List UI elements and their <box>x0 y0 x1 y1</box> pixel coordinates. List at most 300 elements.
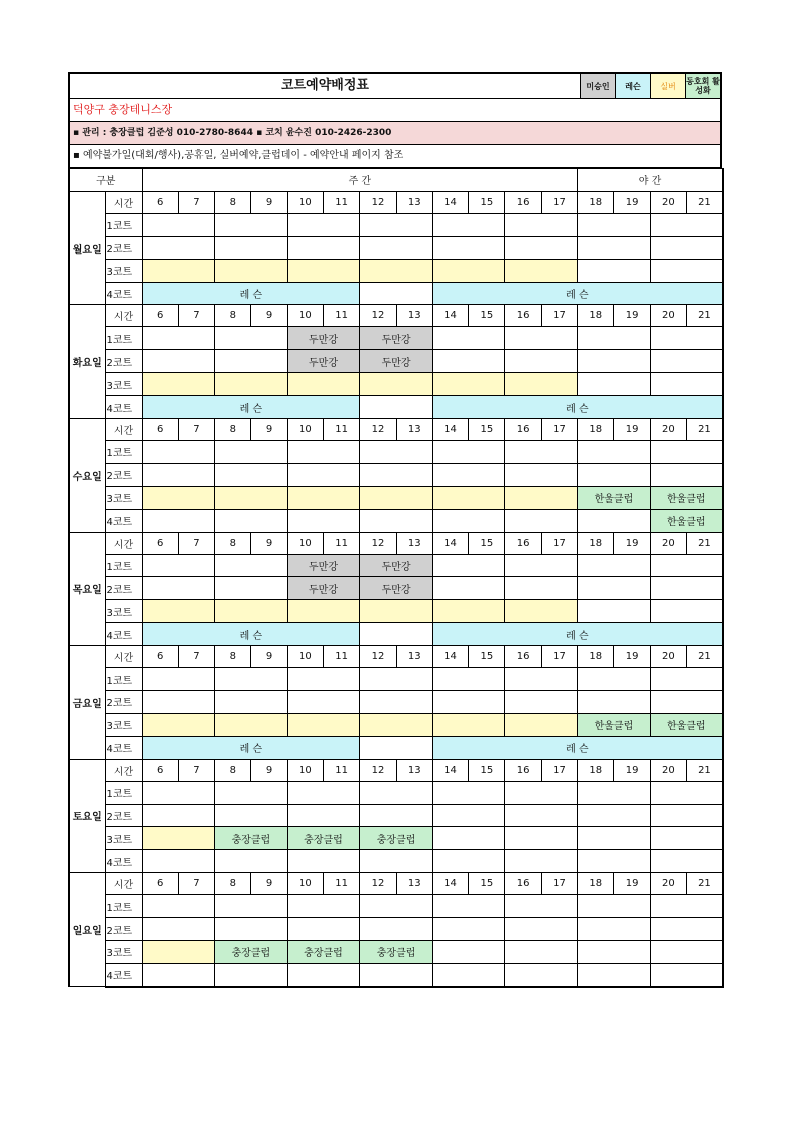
court-row <box>69 781 723 804</box>
empty-slot[interactable] <box>142 668 215 691</box>
hour-cell: 10 <box>287 419 323 441</box>
court-label: 1코트 <box>105 441 142 464</box>
court-label: 4코트 <box>105 736 142 759</box>
empty-slot[interactable] <box>360 781 433 804</box>
empty-slot[interactable] <box>215 554 288 577</box>
empty-slot[interactable] <box>360 600 433 623</box>
hour-cell: 14 <box>432 873 468 895</box>
hour-cell: 10 <box>287 646 323 668</box>
court-row <box>69 282 723 305</box>
empty-slot[interactable] <box>215 259 288 282</box>
hour-cell: 6 <box>142 532 178 554</box>
empty-slot[interactable] <box>360 259 433 282</box>
hour-cell: 12 <box>360 759 396 781</box>
empty-slot[interactable] <box>142 441 215 464</box>
booking-slot[interactable]: 레 슨 <box>432 623 722 646</box>
empty-slot[interactable] <box>578 668 651 691</box>
empty-slot[interactable] <box>287 213 360 236</box>
time-row <box>69 532 723 554</box>
empty-slot[interactable] <box>505 486 578 509</box>
booking-slot[interactable]: 레 슨 <box>142 736 360 759</box>
hour-cell: 19 <box>614 646 650 668</box>
empty-slot[interactable] <box>360 282 433 305</box>
booking-slot[interactable]: 두만강 <box>287 554 360 577</box>
empty-slot[interactable] <box>505 668 578 691</box>
empty-slot[interactable] <box>432 668 505 691</box>
empty-slot[interactable] <box>650 963 723 986</box>
empty-slot[interactable] <box>432 941 505 964</box>
empty-slot[interactable] <box>215 895 288 918</box>
section-header-row <box>69 169 723 192</box>
empty-slot[interactable] <box>215 691 288 714</box>
empty-slot[interactable] <box>578 963 651 986</box>
empty-slot[interactable] <box>505 259 578 282</box>
empty-slot[interactable] <box>650 850 723 873</box>
empty-slot[interactable] <box>578 941 651 964</box>
empty-slot[interactable] <box>215 918 288 941</box>
empty-slot[interactable] <box>505 373 578 396</box>
empty-slot[interactable] <box>287 463 360 486</box>
empty-slot[interactable] <box>578 509 651 532</box>
empty-slot[interactable] <box>215 236 288 259</box>
court-label: 3코트 <box>105 713 142 736</box>
booking-slot[interactable]: 두만강 <box>287 577 360 600</box>
empty-slot[interactable] <box>505 327 578 350</box>
hour-cell: 18 <box>578 646 614 668</box>
empty-slot[interactable] <box>215 350 288 373</box>
empty-slot[interactable] <box>287 486 360 509</box>
empty-slot[interactable] <box>142 963 215 986</box>
empty-slot[interactable] <box>505 577 578 600</box>
empty-slot[interactable] <box>650 918 723 941</box>
empty-slot[interactable] <box>432 963 505 986</box>
empty-slot[interactable] <box>650 600 723 623</box>
empty-slot[interactable] <box>505 804 578 827</box>
management-contact: ▪ 관리 : 충장클럽 김준성 010-2780-8644 ▪ 코치 윤수진 010-2426-2300 <box>70 122 720 145</box>
empty-slot[interactable] <box>578 781 651 804</box>
empty-slot[interactable] <box>215 486 288 509</box>
empty-slot[interactable] <box>142 236 215 259</box>
empty-slot[interactable] <box>432 259 505 282</box>
empty-slot[interactable] <box>142 577 215 600</box>
court-row <box>69 213 723 236</box>
empty-slot[interactable] <box>578 441 651 464</box>
empty-slot[interactable] <box>650 827 723 850</box>
empty-slot[interactable] <box>650 668 723 691</box>
court-label: 3코트 <box>105 941 142 964</box>
booking-slot[interactable]: 레 슨 <box>432 736 722 759</box>
court-label: 3코트 <box>105 373 142 396</box>
empty-slot[interactable] <box>432 781 505 804</box>
hour-cell: 9 <box>251 873 287 895</box>
hour-cell: 20 <box>650 419 686 441</box>
empty-slot[interactable] <box>432 236 505 259</box>
empty-slot[interactable] <box>505 554 578 577</box>
empty-slot[interactable] <box>505 691 578 714</box>
empty-slot[interactable] <box>505 850 578 873</box>
booking-slot[interactable]: 두만강 <box>287 350 360 373</box>
empty-slot[interactable] <box>650 577 723 600</box>
booking-slot[interactable]: 레 슨 <box>142 396 360 419</box>
court-row <box>69 486 723 509</box>
court-label: 3코트 <box>105 486 142 509</box>
empty-slot[interactable] <box>142 213 215 236</box>
sheet-header <box>68 72 722 168</box>
hour-cell: 16 <box>505 759 541 781</box>
legend-silver: 실버 <box>650 74 685 98</box>
empty-slot[interactable] <box>650 804 723 827</box>
empty-slot[interactable] <box>142 850 215 873</box>
empty-slot[interactable] <box>505 463 578 486</box>
court-row <box>69 554 723 577</box>
empty-slot[interactable] <box>578 804 651 827</box>
empty-slot[interactable] <box>360 623 433 646</box>
booking-slot[interactable]: 한울클럽 <box>578 713 651 736</box>
hour-cell: 21 <box>687 646 723 668</box>
empty-slot[interactable] <box>360 691 433 714</box>
hour-cell: 19 <box>614 419 650 441</box>
empty-slot[interactable] <box>360 736 433 759</box>
hour-cell: 14 <box>432 191 468 213</box>
empty-slot[interactable] <box>215 373 288 396</box>
daytime-header: 주 간 <box>142 169 578 192</box>
empty-slot[interactable] <box>360 895 433 918</box>
empty-slot[interactable] <box>360 850 433 873</box>
court-row <box>69 941 723 964</box>
empty-slot[interactable] <box>432 441 505 464</box>
time-label: 시간 <box>105 419 142 441</box>
empty-slot[interactable] <box>287 713 360 736</box>
empty-slot[interactable] <box>578 827 651 850</box>
hour-cell: 20 <box>650 759 686 781</box>
hour-cell: 13 <box>396 759 432 781</box>
empty-slot[interactable] <box>578 259 651 282</box>
empty-slot[interactable] <box>360 804 433 827</box>
empty-slot[interactable] <box>432 350 505 373</box>
empty-slot[interactable] <box>142 804 215 827</box>
empty-slot[interactable] <box>432 509 505 532</box>
empty-slot[interactable] <box>215 781 288 804</box>
empty-slot[interactable] <box>142 781 215 804</box>
category-header: 구분 <box>69 169 142 192</box>
page-title: 코트예약배정표 <box>281 78 369 93</box>
booking-slot[interactable]: 충장클럽 <box>287 827 360 850</box>
court-label: 4코트 <box>105 623 142 646</box>
empty-slot[interactable] <box>505 781 578 804</box>
hour-cell: 11 <box>324 532 360 554</box>
empty-slot[interactable] <box>650 213 723 236</box>
booking-slot[interactable]: 충장클럽 <box>360 827 433 850</box>
empty-slot[interactable] <box>215 963 288 986</box>
empty-slot[interactable] <box>505 236 578 259</box>
empty-slot[interactable] <box>215 600 288 623</box>
empty-slot[interactable] <box>287 963 360 986</box>
booking-slot[interactable]: 레 슨 <box>432 396 722 419</box>
empty-slot[interactable] <box>215 804 288 827</box>
booking-slot[interactable]: 한울클럽 <box>650 713 723 736</box>
empty-slot[interactable] <box>142 373 215 396</box>
hour-cell: 9 <box>251 532 287 554</box>
empty-slot[interactable] <box>360 213 433 236</box>
booking-slot[interactable]: 두만강 <box>360 577 433 600</box>
empty-slot[interactable] <box>142 713 215 736</box>
hour-cell: 13 <box>396 646 432 668</box>
empty-slot[interactable] <box>360 236 433 259</box>
hour-cell: 14 <box>432 532 468 554</box>
booking-slot[interactable]: 한울클럽 <box>650 486 723 509</box>
empty-slot[interactable] <box>578 554 651 577</box>
empty-slot[interactable] <box>505 918 578 941</box>
hour-cell: 17 <box>541 305 577 327</box>
empty-slot[interactable] <box>505 827 578 850</box>
hour-cell: 9 <box>251 419 287 441</box>
empty-slot[interactable] <box>505 441 578 464</box>
empty-slot[interactable] <box>505 600 578 623</box>
court-label: 1코트 <box>105 895 142 918</box>
empty-slot[interactable] <box>432 213 505 236</box>
booking-slot[interactable]: 한울클럽 <box>578 486 651 509</box>
court-label: 2코트 <box>105 350 142 373</box>
empty-slot[interactable] <box>650 441 723 464</box>
court-label: 1코트 <box>105 213 142 236</box>
day-label: 일요일 <box>69 873 105 987</box>
court-label: 4코트 <box>105 963 142 986</box>
day-label: 화요일 <box>69 305 105 419</box>
hour-cell: 7 <box>178 191 214 213</box>
hour-cell: 19 <box>614 759 650 781</box>
empty-slot[interactable] <box>215 463 288 486</box>
empty-slot[interactable] <box>432 486 505 509</box>
empty-slot[interactable] <box>287 804 360 827</box>
booking-slot[interactable]: 레 슨 <box>432 282 722 305</box>
legend-pending: 미승인 <box>580 74 615 98</box>
hour-cell: 19 <box>614 305 650 327</box>
empty-slot[interactable] <box>142 259 215 282</box>
empty-slot[interactable] <box>432 895 505 918</box>
court-label: 2코트 <box>105 463 142 486</box>
court-label: 2코트 <box>105 691 142 714</box>
empty-slot[interactable] <box>505 941 578 964</box>
empty-slot[interactable] <box>432 804 505 827</box>
booking-slot[interactable]: 한울클럽 <box>650 509 723 532</box>
empty-slot[interactable] <box>287 259 360 282</box>
empty-slot[interactable] <box>432 463 505 486</box>
time-row <box>69 305 723 327</box>
empty-slot[interactable] <box>432 918 505 941</box>
hour-cell: 10 <box>287 191 323 213</box>
empty-slot[interactable] <box>287 895 360 918</box>
booking-slot[interactable]: 충장클럽 <box>215 827 288 850</box>
hour-cell: 7 <box>178 873 214 895</box>
hour-cell: 18 <box>578 532 614 554</box>
time-label: 시간 <box>105 305 142 327</box>
empty-slot[interactable] <box>505 713 578 736</box>
hour-cell: 9 <box>251 191 287 213</box>
empty-slot[interactable] <box>142 827 215 850</box>
empty-slot[interactable] <box>432 713 505 736</box>
empty-slot[interactable] <box>432 850 505 873</box>
empty-slot[interactable] <box>142 509 215 532</box>
empty-slot[interactable] <box>505 350 578 373</box>
empty-slot[interactable] <box>432 827 505 850</box>
hour-cell: 8 <box>215 191 251 213</box>
empty-slot[interactable] <box>360 668 433 691</box>
empty-slot[interactable] <box>578 691 651 714</box>
empty-slot[interactable] <box>432 373 505 396</box>
hour-cell: 8 <box>215 646 251 668</box>
empty-slot[interactable] <box>650 941 723 964</box>
empty-slot[interactable] <box>505 895 578 918</box>
empty-slot[interactable] <box>360 509 433 532</box>
empty-slot[interactable] <box>215 713 288 736</box>
empty-slot[interactable] <box>287 509 360 532</box>
court-row <box>69 691 723 714</box>
title-row <box>70 74 720 99</box>
court-row <box>69 850 723 873</box>
court-row <box>69 827 723 850</box>
empty-slot[interactable] <box>578 918 651 941</box>
day-label: 목요일 <box>69 532 105 646</box>
booking-slot[interactable]: 충장클럽 <box>360 941 433 964</box>
empty-slot[interactable] <box>215 327 288 350</box>
empty-slot[interactable] <box>360 918 433 941</box>
empty-slot[interactable] <box>578 600 651 623</box>
booking-slot[interactable]: 레 슨 <box>142 282 360 305</box>
empty-slot[interactable] <box>142 463 215 486</box>
time-row <box>69 419 723 441</box>
time-row <box>69 759 723 781</box>
court-row <box>69 713 723 736</box>
booking-slot[interactable]: 두만강 <box>287 327 360 350</box>
empty-slot[interactable] <box>215 441 288 464</box>
empty-slot[interactable] <box>287 373 360 396</box>
empty-slot[interactable] <box>142 554 215 577</box>
booking-slot[interactable]: 충장클럽 <box>287 941 360 964</box>
empty-slot[interactable] <box>578 373 651 396</box>
time-label: 시간 <box>105 532 142 554</box>
empty-slot[interactable] <box>287 236 360 259</box>
time-label: 시간 <box>105 759 142 781</box>
empty-slot[interactable] <box>142 941 215 964</box>
empty-slot[interactable] <box>432 554 505 577</box>
hour-cell: 16 <box>505 873 541 895</box>
empty-slot[interactable] <box>578 236 651 259</box>
empty-slot[interactable] <box>360 486 433 509</box>
empty-slot[interactable] <box>578 327 651 350</box>
empty-slot[interactable] <box>287 600 360 623</box>
hour-cell: 12 <box>360 646 396 668</box>
empty-slot[interactable] <box>215 668 288 691</box>
hour-cell: 12 <box>360 532 396 554</box>
hour-cell: 10 <box>287 759 323 781</box>
empty-slot[interactable] <box>142 600 215 623</box>
empty-slot[interactable] <box>505 509 578 532</box>
empty-slot[interactable] <box>142 486 215 509</box>
empty-slot[interactable] <box>287 668 360 691</box>
hour-cell: 13 <box>396 191 432 213</box>
empty-slot[interactable] <box>287 850 360 873</box>
empty-slot[interactable] <box>650 350 723 373</box>
schedule-table <box>68 168 724 988</box>
empty-slot[interactable] <box>360 963 433 986</box>
empty-slot[interactable] <box>578 213 651 236</box>
booking-slot[interactable]: 레 슨 <box>142 623 360 646</box>
empty-slot[interactable] <box>578 850 651 873</box>
time-row <box>69 191 723 213</box>
empty-slot[interactable] <box>505 213 578 236</box>
empty-slot[interactable] <box>650 327 723 350</box>
empty-slot[interactable] <box>360 396 433 419</box>
court-label: 4코트 <box>105 396 142 419</box>
booking-slot[interactable]: 두만강 <box>360 350 433 373</box>
empty-slot[interactable] <box>650 554 723 577</box>
court-label: 1코트 <box>105 327 142 350</box>
hour-cell: 20 <box>650 305 686 327</box>
empty-slot[interactable] <box>142 327 215 350</box>
empty-slot[interactable] <box>650 691 723 714</box>
empty-slot[interactable] <box>578 895 651 918</box>
hour-cell: 12 <box>360 305 396 327</box>
court-label: 2코트 <box>105 236 142 259</box>
court-label: 2코트 <box>105 804 142 827</box>
hour-cell: 11 <box>324 191 360 213</box>
booking-slot[interactable]: 두만강 <box>360 554 433 577</box>
booking-slot[interactable]: 두만강 <box>360 327 433 350</box>
empty-slot[interactable] <box>650 259 723 282</box>
empty-slot[interactable] <box>432 691 505 714</box>
empty-slot[interactable] <box>432 600 505 623</box>
empty-slot[interactable] <box>142 691 215 714</box>
empty-slot[interactable] <box>650 895 723 918</box>
empty-slot[interactable] <box>578 463 651 486</box>
court-row <box>69 600 723 623</box>
empty-slot[interactable] <box>215 577 288 600</box>
empty-slot[interactable] <box>650 463 723 486</box>
empty-slot[interactable] <box>432 577 505 600</box>
empty-slot[interactable] <box>287 781 360 804</box>
empty-slot[interactable] <box>578 577 651 600</box>
empty-slot[interactable] <box>360 463 433 486</box>
empty-slot[interactable] <box>432 327 505 350</box>
empty-slot[interactable] <box>650 781 723 804</box>
empty-slot[interactable] <box>287 441 360 464</box>
hour-cell: 21 <box>687 419 723 441</box>
empty-slot[interactable] <box>287 918 360 941</box>
booking-slot[interactable]: 충장클럽 <box>215 941 288 964</box>
empty-slot[interactable] <box>287 691 360 714</box>
empty-slot[interactable] <box>215 509 288 532</box>
empty-slot[interactable] <box>215 213 288 236</box>
empty-slot[interactable] <box>360 441 433 464</box>
hour-cell: 16 <box>505 532 541 554</box>
empty-slot[interactable] <box>142 918 215 941</box>
hour-cell: 21 <box>687 759 723 781</box>
empty-slot[interactable] <box>360 713 433 736</box>
empty-slot[interactable] <box>650 373 723 396</box>
hour-cell: 7 <box>178 305 214 327</box>
court-row <box>69 577 723 600</box>
court-row <box>69 804 723 827</box>
empty-slot[interactable] <box>505 963 578 986</box>
empty-slot[interactable] <box>142 350 215 373</box>
empty-slot[interactable] <box>578 350 651 373</box>
court-label: 2코트 <box>105 577 142 600</box>
empty-slot[interactable] <box>215 850 288 873</box>
empty-slot[interactable] <box>142 895 215 918</box>
empty-slot[interactable] <box>360 373 433 396</box>
empty-slot[interactable] <box>650 236 723 259</box>
hour-cell: 7 <box>178 759 214 781</box>
